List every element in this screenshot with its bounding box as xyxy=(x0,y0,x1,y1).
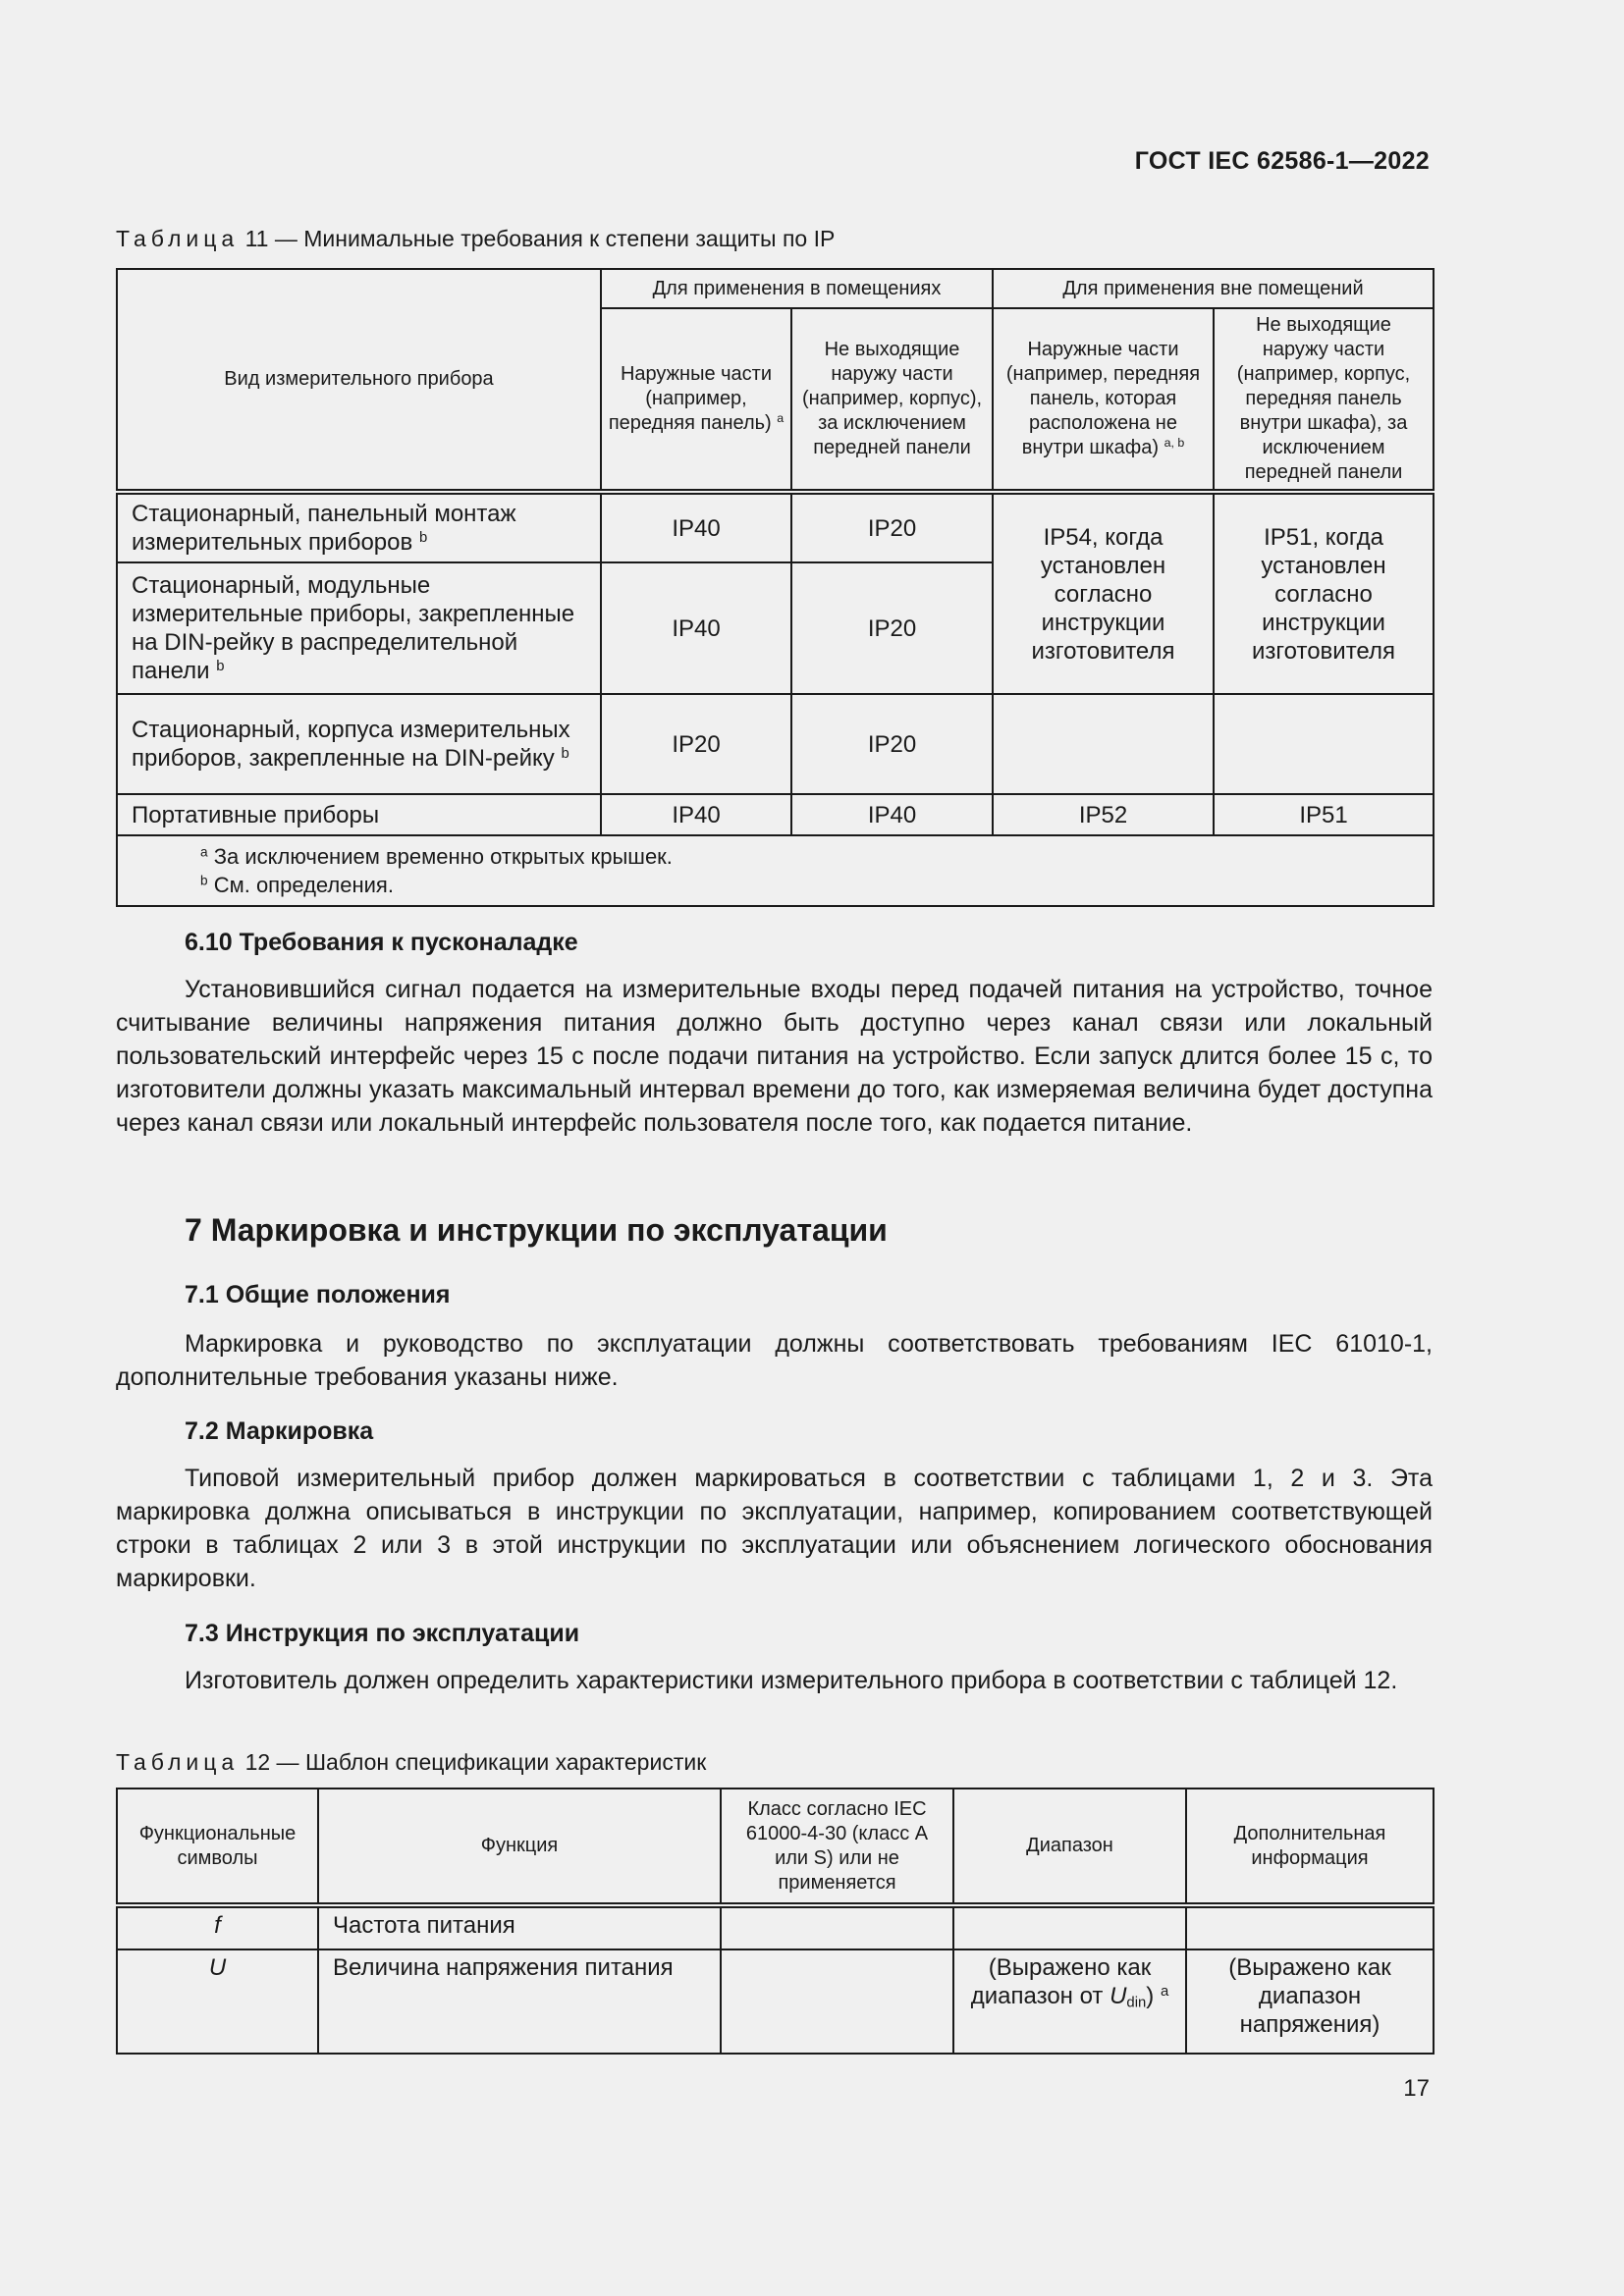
table-11-notes xyxy=(117,835,1434,906)
header-instrument-type: Вид измерительного прибора xyxy=(117,269,601,492)
header-indoor-internal: Не выходящие наружу части (например, корпус), за исключением передней панели xyxy=(791,308,993,492)
cell-additional xyxy=(1186,1905,1434,1949)
table-row xyxy=(117,694,1434,794)
header-outdoor-external: Наружные части (например, передняя панель, которая расположена не внутри шкафа) $^{a, b}$ xyxy=(993,308,1214,492)
table-row xyxy=(117,492,1434,562)
cell-range: (Выражено как диапазон от $U_{din}$) $^a$ xyxy=(953,1949,1186,2054)
header-function: Функция xyxy=(318,1789,721,1905)
table-11-caption-label: Таблица xyxy=(116,226,240,251)
header-additional: Дополнительная информация xyxy=(1186,1789,1434,1905)
header-group-outdoor: Для применения вне помещений xyxy=(993,269,1434,308)
cell-value: IP20 xyxy=(791,694,993,794)
cell-value: IP40 xyxy=(601,794,791,835)
paragraph-7-1: Маркировка и руководство по эксплуатации должны соответствовать требованиям IEC 61010-1, дополнительные требования указаны ниже. xyxy=(116,1330,1433,1391)
table-11-caption-text: 11 — Минимальные требования к степени защиты по IP xyxy=(244,226,836,251)
cell-empty xyxy=(1214,694,1434,794)
heading-6-10: 6.10 Требования к пусконаладке xyxy=(185,929,578,956)
cell-value: IP51 xyxy=(1214,794,1434,835)
header-class: Класс согласно IEC 61000-4-30 (класс А или S) или не применяется xyxy=(721,1789,953,1905)
table-row xyxy=(117,794,1434,835)
header-group-indoor: Для применения в помещениях xyxy=(601,269,993,308)
cell-symbol: U xyxy=(117,1949,318,2054)
table-11-caption xyxy=(116,226,835,252)
header-range: Диапазон xyxy=(953,1789,1186,1905)
cell-value: IP20 xyxy=(791,562,993,694)
cell-empty xyxy=(993,694,1214,794)
footnote: $^b$ См. определения. xyxy=(200,873,394,897)
row-label: Стационарный, панельный монтаж измерительных приборов $^b$ xyxy=(117,492,601,562)
heading-7-2: 7.2 Маркировка xyxy=(185,1417,374,1445)
cell-range xyxy=(953,1905,1186,1949)
cell-additional: (Выражено как диапазон напряжения) xyxy=(1186,1949,1434,2054)
table-row xyxy=(117,1905,1434,1949)
table-11 xyxy=(116,268,1435,907)
cell-function: Частота питания xyxy=(318,1905,721,1949)
cell-merged-outdoor-external: IP54, когда установлен согласно инструкции изготовителя xyxy=(993,492,1214,694)
heading-7-3: 7.3 Инструкция по эксплуатации xyxy=(185,1620,580,1647)
page-number: 17 xyxy=(1403,2075,1430,2102)
row-label: Стационарный, модульные измерительные приборы, закрепленные на DIN-рейку в распределительной панели $^b$ xyxy=(117,562,601,694)
cell-function: Величина напряжения питания xyxy=(318,1949,721,2054)
paragraph-7-3: Изготовитель должен определить характеристики измерительного прибора в соответствии с таблицей 12. xyxy=(185,1667,1398,1694)
footnote: $^a$ За исключением временно открытых крышек. xyxy=(200,844,673,869)
cell-value: IP40 xyxy=(791,794,993,835)
paragraph-6-10: Установившийся сигнал подается на измерительные входы перед подачей питания на устройство, точное считывание величины напряжения питания должно быть доступно через канал связи или локальный пользовательский интерфейс через 15 с после подачи питания на устройство. Если запуск длится более 15 с, то изготовители должны указать максимальный интервал времени до того, как измеряемая величина будет доступна через канал связи или локальный интерфейс пользователя после того, как подается питание. xyxy=(116,976,1433,1137)
document-code: ГОСТ IEC 62586-1—2022 xyxy=(1134,147,1430,175)
heading-7: 7 Маркировка и инструкции по эксплуатации xyxy=(185,1212,888,1248)
cell-value: IP40 xyxy=(601,492,791,562)
cell-value: IP40 xyxy=(601,562,791,694)
header-indoor-external: Наружные части (например, передняя панель) $^a$ xyxy=(601,308,791,492)
table-row xyxy=(117,1949,1434,2054)
table-12-caption xyxy=(116,1749,706,1776)
paragraph-7-2: Типовой измерительный прибор должен маркироваться в соответствии с таблицами 1, 2 и 3. Эта маркировка должна описываться в инструкции по эксплуатации, например, копированием соответствующей строки в таблицах 2 или 3 в этой инструкции по эксплуатации или объяснением логического обоснования маркировки. xyxy=(116,1465,1433,1592)
table-12-caption-label: Таблица xyxy=(116,1749,240,1775)
header-outdoor-internal: Не выходящие наружу части (например, корпус, передняя панель внутри шкафа), за исключением передней панели xyxy=(1214,308,1434,492)
cell-value: IP20 xyxy=(601,694,791,794)
cell-class xyxy=(721,1905,953,1949)
cell-merged-outdoor-internal: IP51, когда установлен согласно инструкции изготовителя xyxy=(1214,492,1434,694)
row-label: Стационарный, корпуса измерительных приборов, закрепленные на DIN-рейку $^b$ xyxy=(117,694,601,794)
row-label: Портативные приборы xyxy=(117,794,601,835)
cell-value: IP20 xyxy=(791,492,993,562)
heading-7-1: 7.1 Общие положения xyxy=(185,1281,451,1308)
cell-symbol: f xyxy=(117,1905,318,1949)
table-12 xyxy=(116,1788,1435,2055)
cell-value: IP52 xyxy=(993,794,1214,835)
table-12-caption-text: 12 — Шаблон спецификации характеристик xyxy=(244,1749,707,1775)
cell-class xyxy=(721,1949,953,2054)
header-symbols: Функциональные символы xyxy=(117,1789,318,1905)
